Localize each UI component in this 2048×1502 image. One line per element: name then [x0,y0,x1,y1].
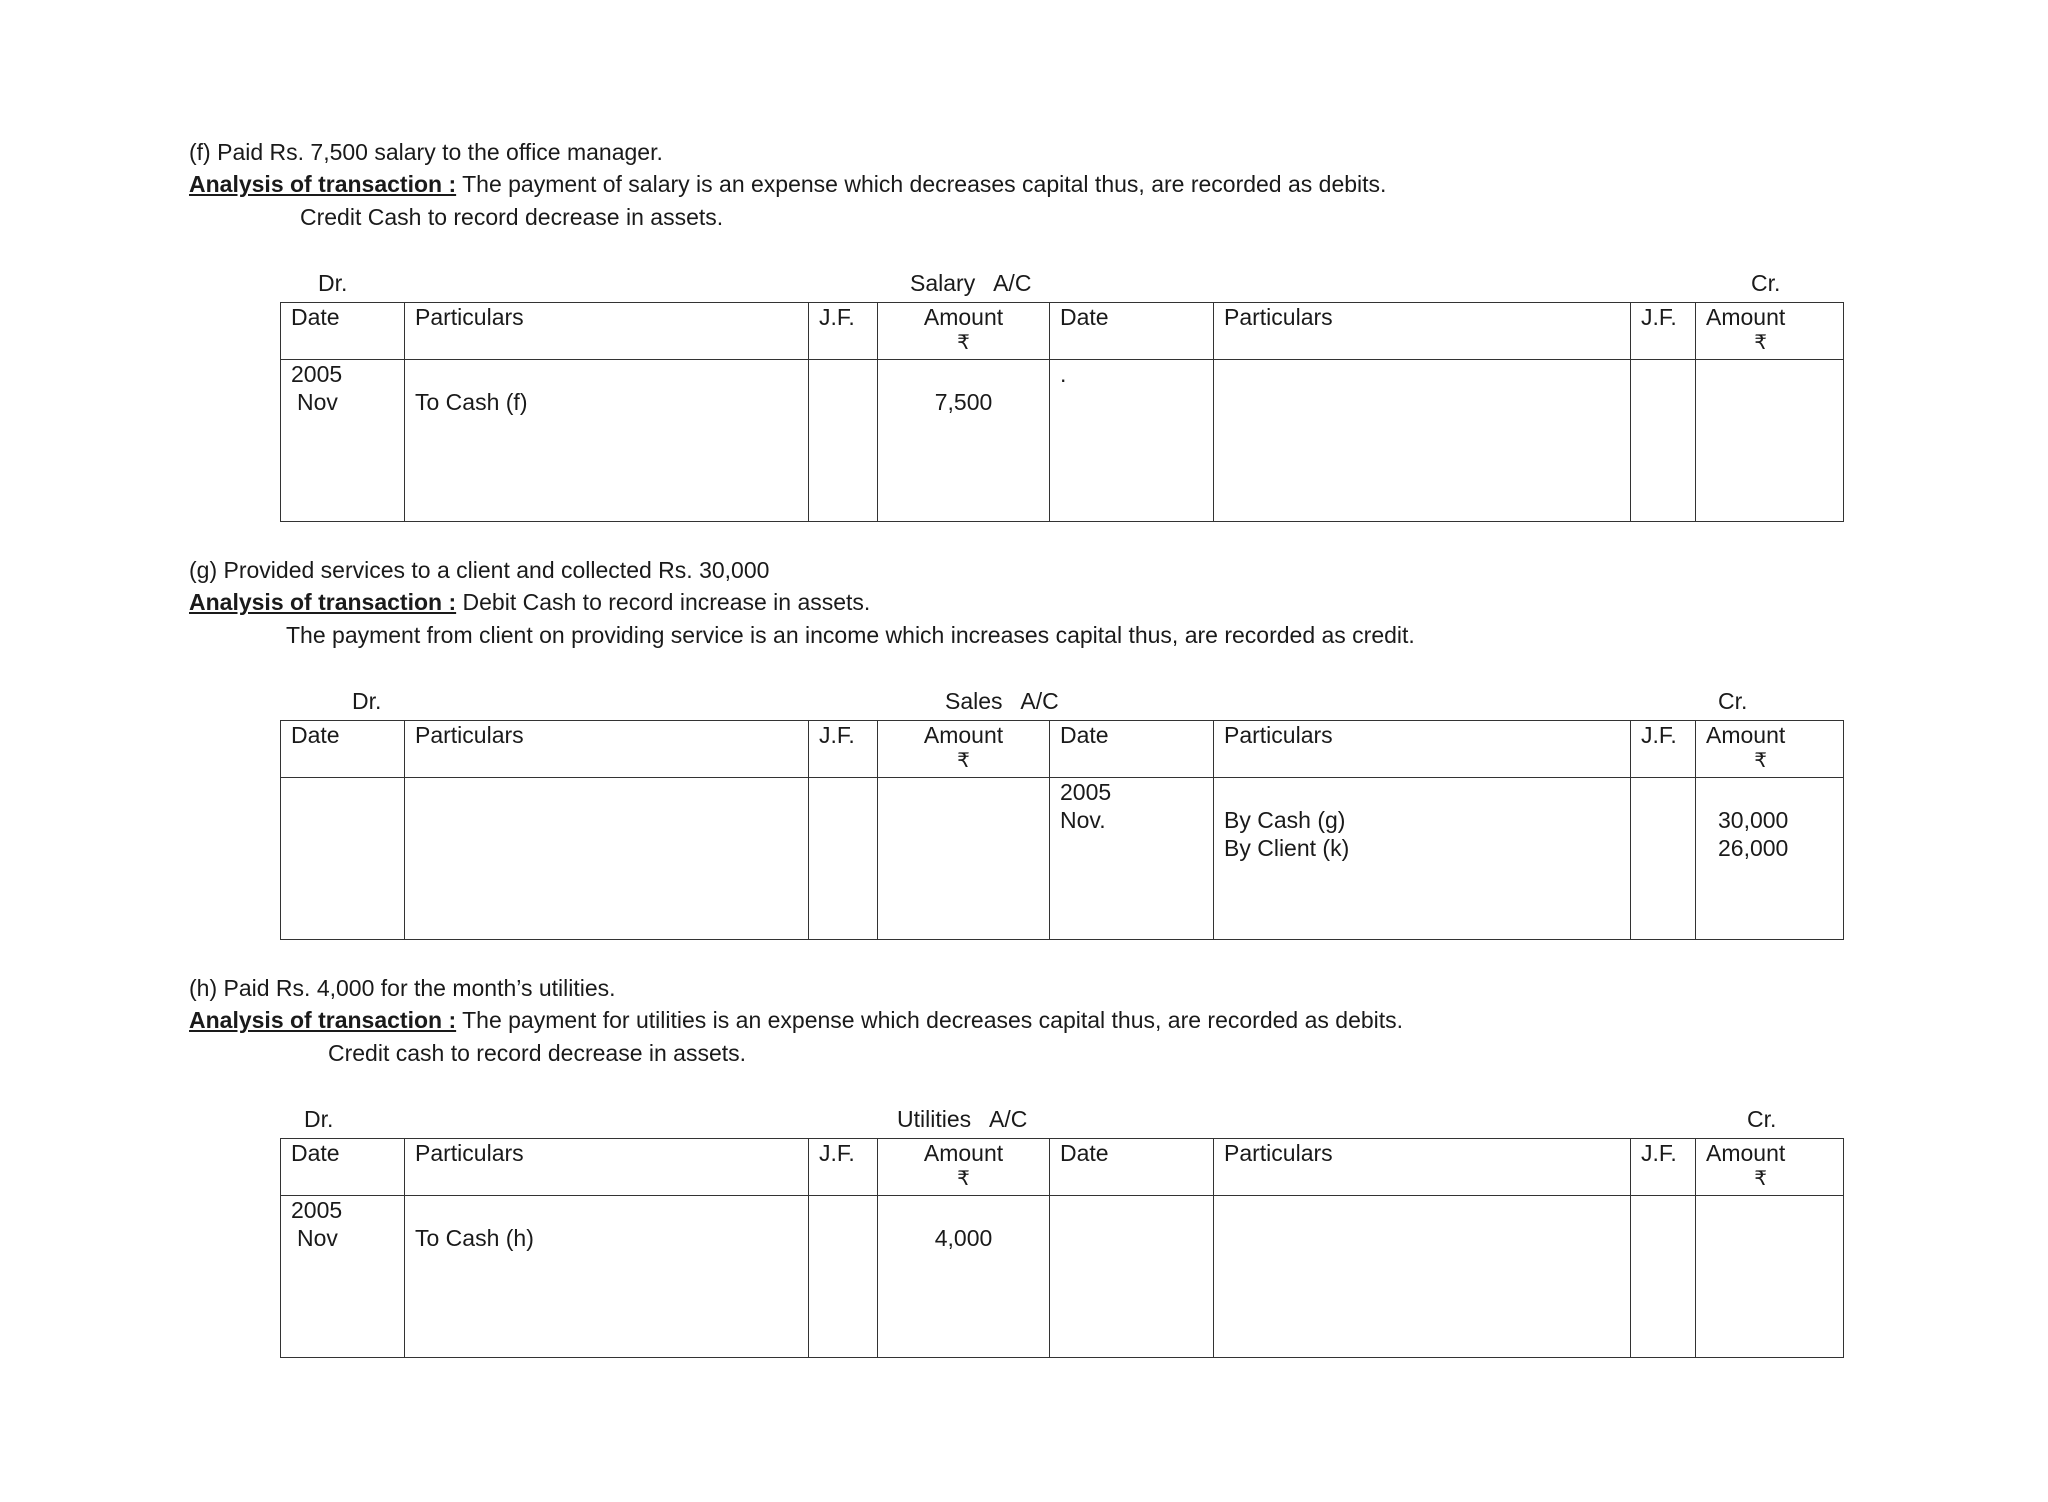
question-f: (f) Paid Rs. 7,500 salary to the office manager. [189,139,663,165]
dr-label: Dr. [318,270,348,296]
question-g: (g) Provided services to a client and collected Rs. 30,000 [189,557,770,583]
account-title-sales: Sales A/C [945,688,1059,714]
credit-particulars [1214,1196,1631,1358]
analysis-h-line2: Credit cash to record decrease in assets. [328,1040,747,1066]
analysis-text: The payment of salary is an expense which decreases capital thus, are recorded as debits. [456,171,1387,197]
rupee-symbol: ₹ [957,1168,970,1190]
cr-label: Cr. [1751,270,1781,296]
col-particulars: Particulars [405,1139,809,1196]
credit-date [1050,1196,1214,1358]
col-date: Date [1050,721,1214,778]
analysis-label: Analysis of transaction : [189,589,457,615]
ledger-salary [280,302,1844,522]
dr-label: Dr. [304,1106,334,1132]
col-date: Date [281,721,405,778]
credit-date: 2005 Nov. [1050,778,1214,940]
credit-jf [1631,360,1696,522]
debit-amount: 7,500 [878,360,1050,522]
analysis-label: Analysis of transaction : [189,1007,457,1033]
ledger-utilities [280,1138,1844,1358]
rupee-symbol: ₹ [957,750,970,772]
rupee-symbol: ₹ [957,332,970,354]
analysis-text: Debit Cash to record increase in assets. [456,589,871,615]
credit-jf [1631,778,1696,940]
col-date: Date [1050,1139,1214,1196]
credit-jf [1631,1196,1696,1358]
credit-amount: 30,000 26,000 [1696,778,1844,940]
debit-date [281,778,405,940]
credit-date: . [1050,360,1214,522]
col-jf: J.F. [809,1139,878,1196]
debit-jf [809,360,878,522]
ledger-body-row [281,778,1844,940]
rupee-symbol: ₹ [1754,750,1767,772]
col-date: Date [281,303,405,360]
col-date: Date [281,1139,405,1196]
rupee-symbol: ₹ [1754,332,1767,354]
col-jf: J.F. [809,303,878,360]
cr-label: Cr. [1747,1106,1777,1132]
col-particulars: Particulars [1214,303,1631,360]
debit-date: 2005 Nov [281,1196,405,1358]
debit-date: 2005 Nov [281,360,405,522]
analysis-g-line2: The payment from client on providing service is an income which increases capital thus, are recorded as credit. [286,622,1415,648]
debit-amount [878,778,1050,940]
analysis-f-line2: Credit Cash to record decrease in assets. [300,204,724,230]
col-jf: J.F. [1631,721,1696,778]
analysis-label: Analysis of transaction : [189,171,457,197]
debit-particulars: To Cash (h) [405,1196,809,1358]
ledger-header-row [281,721,1844,778]
col-jf: J.F. [1631,1139,1696,1196]
col-particulars: Particulars [405,721,809,778]
ledger-header-row [281,303,1844,360]
col-amount: Amount ₹ [1696,721,1844,778]
analysis-text: The payment for utilities is an expense which decreases capital thus, are recorded as debits. [456,1007,1404,1033]
rupee-symbol: ₹ [1754,1168,1767,1190]
debit-particulars [405,778,809,940]
credit-amount [1696,360,1844,522]
col-particulars: Particulars [1214,721,1631,778]
col-date: Date [1050,303,1214,360]
ledger-sales [280,720,1844,940]
col-amount: Amount ₹ [878,1139,1050,1196]
col-amount: Amount ₹ [1696,303,1844,360]
debit-particulars: To Cash (f) [405,360,809,522]
credit-amount [1696,1196,1844,1358]
credit-particulars [1214,360,1631,522]
dr-label: Dr. [352,688,382,714]
debit-jf [809,1196,878,1358]
ledger-header-row [281,1139,1844,1196]
account-title-salary: Salary A/C [910,270,1032,296]
col-particulars: Particulars [1214,1139,1631,1196]
account-title-utilities: Utilities A/C [897,1106,1028,1132]
col-jf: J.F. [1631,303,1696,360]
debit-jf [809,778,878,940]
cr-label: Cr. [1718,688,1748,714]
analysis-f [189,169,1386,199]
ledger-body-row [281,360,1844,522]
col-jf: J.F. [809,721,878,778]
question-h: (h) Paid Rs. 4,000 for the month’s utilities. [189,975,616,1001]
ledger-body-row [281,1196,1844,1358]
debit-amount: 4,000 [878,1196,1050,1358]
col-amount: Amount ₹ [878,303,1050,360]
col-amount: Amount ₹ [878,721,1050,778]
analysis-h [189,1005,1403,1035]
col-particulars: Particulars [405,303,809,360]
analysis-g [189,587,870,617]
col-amount: Amount ₹ [1696,1139,1844,1196]
credit-particulars: By Cash (g) By Client (k) [1214,778,1631,940]
